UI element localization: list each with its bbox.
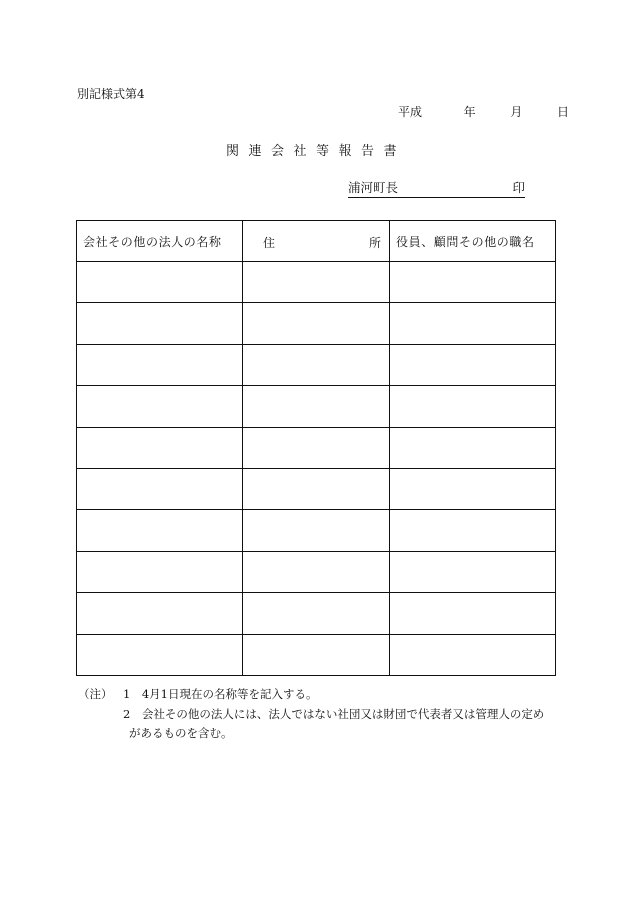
company-name-cell[interactable] [77,634,243,675]
address-cell[interactable] [243,468,390,509]
table-row [77,386,556,427]
company-name-cell[interactable] [77,593,243,634]
date-day: 日 [557,105,570,119]
document-title: 関連会社等報告書 [226,144,407,159]
note-item-2-continued: があるものを含む。 [129,726,233,740]
addressee-line [348,178,525,198]
table-row [77,427,556,468]
table-row [77,468,556,509]
position-cell[interactable] [390,262,556,303]
table-row [77,344,556,385]
table-row [77,303,556,344]
table-body [77,262,556,676]
date-era: 平成 [398,105,423,119]
address-cell[interactable] [243,386,390,427]
company-name-cell[interactable] [77,468,243,509]
position-cell[interactable] [390,468,556,509]
header-address [243,221,390,262]
position-cell[interactable] [390,510,556,551]
company-name-cell[interactable] [77,551,243,592]
position-cell[interactable] [390,551,556,592]
address-cell[interactable] [243,303,390,344]
header-address-char-1: 住 [263,236,276,250]
table-row [77,510,556,551]
position-cell[interactable] [390,634,556,675]
position-cell[interactable] [390,344,556,385]
header-position: 役員、顧問その他の職名 [390,221,556,262]
company-name-cell[interactable] [77,303,243,344]
table-row [77,634,556,675]
address-cell[interactable] [243,551,390,592]
company-name-cell[interactable] [77,510,243,551]
position-cell[interactable] [390,303,556,344]
seal-mark: 印 [512,180,525,195]
address-cell[interactable] [243,427,390,468]
company-name-cell[interactable] [77,344,243,385]
address-cell[interactable] [243,634,390,675]
table-row [77,593,556,634]
notes-label: （注） [78,687,113,701]
position-cell[interactable] [390,386,556,427]
date-line [398,103,569,120]
header-address-char-2: 所 [368,236,381,250]
date-year: 年 [463,105,476,119]
address-cell[interactable] [243,510,390,551]
address-cell[interactable] [243,593,390,634]
position-cell[interactable] [390,427,556,468]
address-cell[interactable] [243,262,390,303]
table-row [77,551,556,592]
form-identifier: 別記様式第4 [77,87,145,101]
company-name-cell[interactable] [77,427,243,468]
company-name-cell[interactable] [77,262,243,303]
addressee-name: 浦河町長 [348,180,399,195]
report-table [76,220,556,676]
table-header-row [77,221,556,262]
note-item-2: 2 会社その他の法人には、法人ではない社団又は財団で代表者又は管理人の定め [123,707,545,721]
date-month: 月 [510,105,523,119]
address-cell[interactable] [243,344,390,385]
position-cell[interactable] [390,593,556,634]
company-name-cell[interactable] [77,386,243,427]
note-item-1: 1 4月1日現在の名称等を記入する。 [123,687,318,701]
table-row [77,262,556,303]
header-company-name: 会社その他の法人の名称 [77,221,243,262]
